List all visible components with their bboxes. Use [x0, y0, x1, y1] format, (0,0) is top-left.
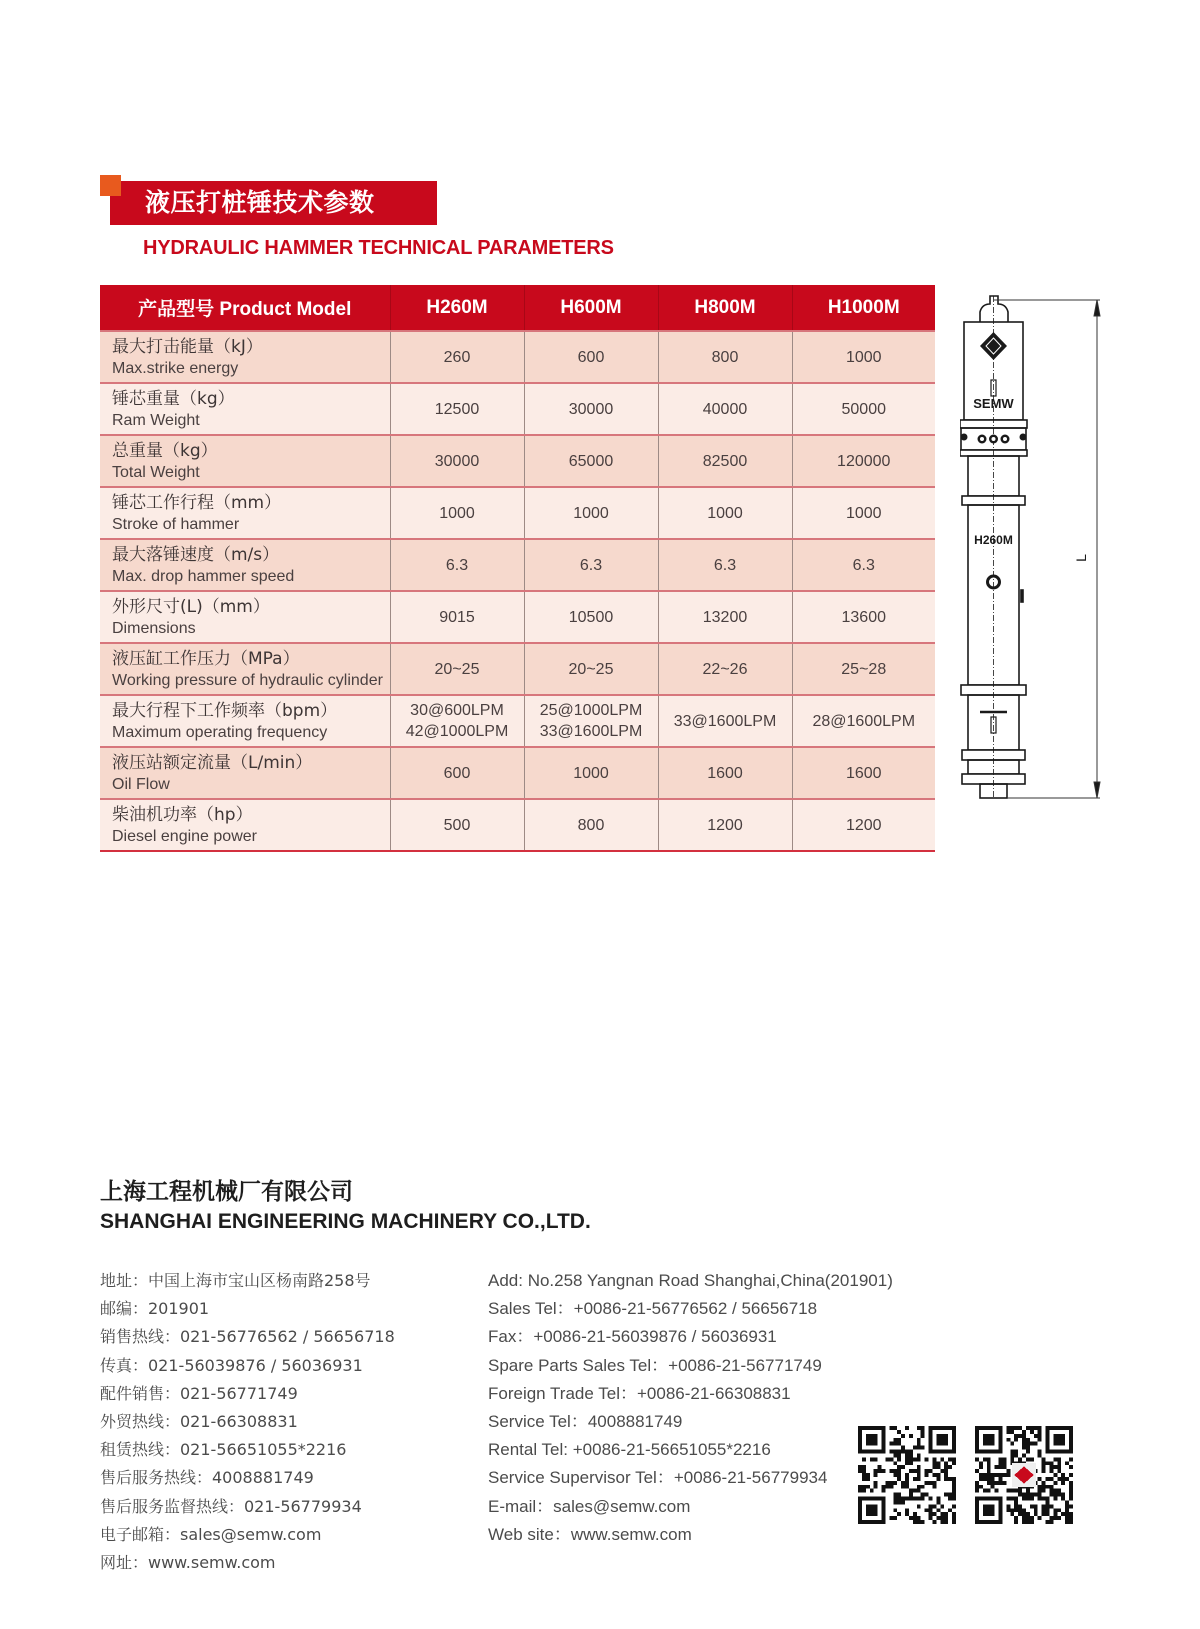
- contact-line: 传真：021-56039876 / 56036931: [100, 1355, 363, 1375]
- param-cell: [100, 487, 390, 539]
- value-cell: [792, 695, 935, 747]
- value-line: 33@1600LPM: [539, 723, 643, 740]
- value-cell: 1000: [524, 747, 658, 799]
- table-body: [100, 331, 935, 851]
- contact-line: 邮编：201901: [100, 1299, 210, 1319]
- contact-line: 电子邮箱：sales@semw.com: [100, 1524, 322, 1544]
- contact-line: Web site：www.semw.com: [488, 1524, 692, 1544]
- value-line: 28@1600LPM: [812, 712, 916, 730]
- contact-line: Add: No.258 Yangnan Road Shanghai,China(201901): [488, 1271, 893, 1290]
- dimension-label: L: [1073, 554, 1089, 562]
- param-cell: [100, 695, 390, 747]
- param-name-cn: 最大打击能量（kJ）: [112, 336, 263, 357]
- param-name-en: Max. drop hammer speed: [112, 567, 295, 585]
- param-name-cn: 柴油机功率（hp）: [112, 804, 253, 825]
- value-cell: 1000: [390, 487, 524, 539]
- value-cell: 13200: [658, 591, 792, 643]
- param-name-en: Diesel engine power: [112, 827, 257, 845]
- contact-line: 销售热线：021-56776562 / 56656718: [100, 1327, 395, 1347]
- value-cell: 500: [390, 799, 524, 851]
- value-cell: 6.3: [658, 539, 792, 591]
- value-cell: 600: [390, 747, 524, 799]
- section-title-en: HYDRAULIC HAMMER TECHNICAL PARAMETERS: [143, 237, 614, 259]
- value-cell: 6.3: [524, 539, 658, 591]
- value-line: 42@1000LPM: [405, 723, 509, 740]
- value-cell: 40000: [658, 383, 792, 435]
- value-cell: 6.3: [792, 539, 935, 591]
- contact-line: 租赁热线：021-56651055*2216: [100, 1440, 347, 1460]
- arrow-up-icon: [1094, 300, 1100, 316]
- value-cell: 1000: [792, 487, 935, 539]
- param-name-cn: 锤芯重量（kg）: [112, 388, 235, 409]
- drawing-brand-label: SEMW: [973, 396, 1014, 411]
- value-cell: 9015: [390, 591, 524, 643]
- param-name-cn: 液压缸工作压力（MPa）: [112, 648, 300, 669]
- value-cell: 6.3: [390, 539, 524, 591]
- table-row: [100, 539, 935, 591]
- param-name-cn: 锤芯工作行程（mm）: [112, 492, 282, 513]
- arrow-down-icon: [1094, 782, 1100, 798]
- contacts-en: [488, 1267, 893, 1549]
- value-cell: [658, 695, 792, 747]
- param-cell: [100, 539, 390, 591]
- contact-line: Foreign Trade Tel：+0086-21-66308831: [488, 1383, 791, 1403]
- value-cell: 20~25: [390, 643, 524, 695]
- value-cell: 120000: [792, 435, 935, 487]
- contact-line: Spare Parts Sales Tel：+0086-21-56771749: [488, 1355, 822, 1375]
- param-cell: [100, 383, 390, 435]
- value-cell: 30000: [524, 383, 658, 435]
- value-cell: 30000: [390, 435, 524, 487]
- value-cell: 82500: [658, 435, 792, 487]
- value-line: 30@600LPM: [410, 702, 504, 719]
- param-cell: [100, 331, 390, 383]
- value-cell: 1000: [524, 487, 658, 539]
- value-cell: 1200: [792, 799, 935, 851]
- value-line: 25@1000LPM: [539, 702, 643, 719]
- param-name-en: Dimensions: [112, 619, 196, 637]
- param-name-cn: 外形尺寸(L)（mm）: [112, 596, 270, 617]
- value-line: 33@1600LPM: [673, 712, 777, 730]
- param-name-en: Max.strike energy: [112, 359, 239, 377]
- table-row: [100, 591, 935, 643]
- table-row: [100, 799, 935, 851]
- param-name-cn: 最大行程下工作频率（bpm）: [112, 700, 338, 721]
- table-header-row: [100, 285, 935, 331]
- header-product-model: 产品型号 Product Model: [100, 285, 390, 331]
- table-row: [100, 383, 935, 435]
- param-cell: [100, 799, 390, 851]
- contact-line: 网址：www.semw.com: [100, 1553, 276, 1573]
- param-name-en: Total Weight: [112, 463, 200, 481]
- value-cell: 13600: [792, 591, 935, 643]
- value-cell: 1600: [792, 747, 935, 799]
- param-name-en: Maximum operating frequency: [112, 723, 328, 741]
- qr-code-icon: [858, 1425, 956, 1525]
- value-cell: 800: [524, 799, 658, 851]
- contact-line: Sales Tel：+0086-21-56776562 / 56656718: [488, 1299, 818, 1319]
- value-cell: 1600: [658, 747, 792, 799]
- drawing-model-label: H260M: [974, 533, 1013, 547]
- title-accent-square: [100, 175, 121, 196]
- contact-line: 配件销售：021-56771749: [100, 1383, 298, 1403]
- spec-table: [100, 285, 935, 852]
- header-model: H800M: [658, 285, 792, 331]
- table-row: [100, 435, 935, 487]
- table-row: [100, 331, 935, 383]
- contact-line: Service Supervisor Tel：+0086-21-56779934: [488, 1468, 828, 1488]
- value-cell: 12500: [390, 383, 524, 435]
- value-cell: 22~26: [658, 643, 792, 695]
- header-model: H260M: [390, 285, 524, 331]
- table-row: [100, 695, 935, 747]
- value-cell: 1000: [658, 487, 792, 539]
- value-cell: 25~28: [792, 643, 935, 695]
- value-cell: 800: [658, 331, 792, 383]
- param-name-cn: 总重量（kg）: [112, 440, 218, 461]
- param-name-en: Oil Flow: [112, 775, 170, 793]
- value-cell: 1000: [792, 331, 935, 383]
- value-cell: [390, 695, 524, 747]
- contact-line: 地址：中国上海市宝山区杨南路258号: [100, 1271, 371, 1290]
- param-cell: [100, 643, 390, 695]
- value-cell: 20~25: [524, 643, 658, 695]
- contact-line: Service Tel：4008881749: [488, 1412, 683, 1432]
- param-name-cn: 最大落锤速度（m/s）: [112, 544, 280, 565]
- param-name-en: Working pressure of hydraulic cylinder: [112, 671, 383, 689]
- value-cell: 260: [390, 331, 524, 383]
- header-model: H600M: [524, 285, 658, 331]
- qr-code-icon: [975, 1425, 1073, 1525]
- value-cell: [524, 695, 658, 747]
- company-name-en: SHANGHAI ENGINEERING MACHINERY CO.,LTD.: [100, 1210, 591, 1233]
- contact-line: Rental Tel: +0086-21-56651055*2216: [488, 1440, 771, 1460]
- param-name-cn: 液压站额定流量（L/min）: [112, 752, 313, 773]
- table-row: [100, 487, 935, 539]
- contact-line: E-mail：sales@semw.com: [488, 1496, 691, 1516]
- value-cell: 600: [524, 331, 658, 383]
- param-cell: [100, 435, 390, 487]
- param-name-en: Ram Weight: [112, 411, 200, 429]
- contact-line: Fax：+0086-21-56039876 / 56036931: [488, 1327, 777, 1347]
- contacts-cn: [100, 1267, 395, 1577]
- section-title-cn: 液压打桩锤技术参数: [145, 188, 375, 217]
- table-row: [100, 747, 935, 799]
- param-cell: [100, 591, 390, 643]
- header-model: H1000M: [792, 285, 935, 331]
- diamond-logo-icon: [980, 332, 1007, 360]
- company-name-cn: 上海工程机械厂有限公司: [100, 1179, 353, 1205]
- hammer-drawing: [960, 292, 1110, 837]
- contact-line: 外贸热线：021-66308831: [100, 1412, 298, 1432]
- table-row: [100, 643, 935, 695]
- param-cell: [100, 747, 390, 799]
- value-cell: 1200: [658, 799, 792, 851]
- contact-line: 售后服务监督热线：021-56779934: [100, 1496, 362, 1516]
- value-cell: 65000: [524, 435, 658, 487]
- value-cell: 10500: [524, 591, 658, 643]
- value-cell: 50000: [792, 383, 935, 435]
- contact-line: 售后服务热线：4008881749: [100, 1468, 314, 1488]
- param-name-en: Stroke of hammer: [112, 515, 240, 533]
